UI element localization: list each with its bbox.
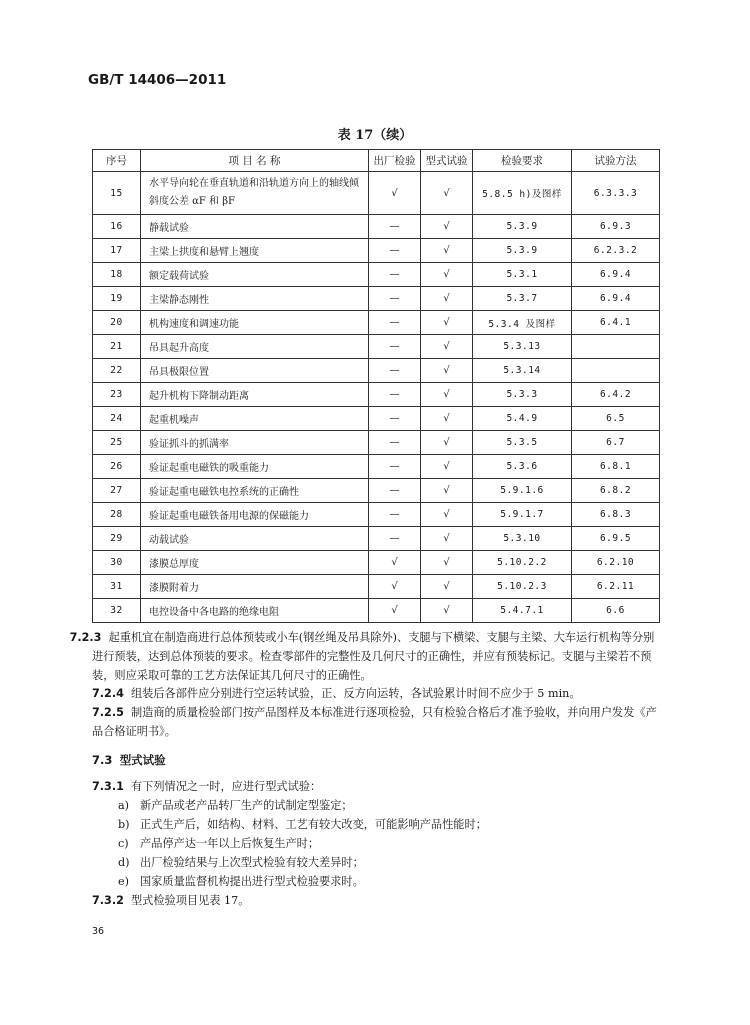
cell-type-test: √ <box>421 503 473 527</box>
cell-no: 16 <box>93 215 141 239</box>
cell-item-name: 起重机噪声 <box>141 407 369 431</box>
list-item: d) 出厂检验结果与上次型式检验有较大差异时； <box>118 856 364 869</box>
cell-type-test: √ <box>421 335 473 359</box>
clause-7-3-1 <box>92 777 662 910</box>
cell-requirement: 5.3.13 <box>473 335 572 359</box>
table-row <box>93 263 660 287</box>
col-header-factory-inspection: 出厂检验 <box>369 150 421 172</box>
cell-type-test: √ <box>421 551 473 575</box>
clause-number: 7.3.1 <box>92 780 124 793</box>
cell-test-method: 6.4.1 <box>572 311 660 335</box>
cell-requirement: 5.3.14 <box>473 359 572 383</box>
cell-requirement: 5.3.1 <box>473 263 572 287</box>
cell-no: 23 <box>93 383 141 407</box>
list-item: a) 新产品或老产品转厂生产的试制定型鉴定； <box>118 799 353 812</box>
col-header-test-method: 试验方法 <box>572 150 660 172</box>
cell-test-method: 6.7 <box>572 431 660 455</box>
cell-no: 24 <box>93 407 141 431</box>
table-row <box>93 479 660 503</box>
cell-factory-inspection: √ <box>369 575 421 599</box>
cell-no: 20 <box>93 311 141 335</box>
cell-test-method: 6.8.3 <box>572 503 660 527</box>
cell-no: 17 <box>93 239 141 263</box>
clause-7-2-5 <box>92 703 662 741</box>
cell-no: 29 <box>93 527 141 551</box>
cell-requirement: 5.9.1.6 <box>473 479 572 503</box>
page-number: 36 <box>92 926 105 937</box>
cell-requirement: 5.4.9 <box>473 407 572 431</box>
cell-item-name: 额定载荷试验 <box>141 263 369 287</box>
table-row <box>93 599 660 623</box>
cell-no: 15 <box>93 172 141 215</box>
cell-requirement: 5.9.1.7 <box>473 503 572 527</box>
cell-type-test: √ <box>421 215 473 239</box>
cell-test-method: 6.5 <box>572 407 660 431</box>
cell-item-name: 动载试验 <box>141 527 369 551</box>
section-heading-7-3 <box>92 752 166 768</box>
cell-item-name: 电控设备中各电路的绝缘电阻 <box>141 599 369 623</box>
cell-type-test: √ <box>421 383 473 407</box>
cell-type-test: √ <box>421 359 473 383</box>
cell-factory-inspection: — <box>369 311 421 335</box>
cell-factory-inspection: — <box>369 527 421 551</box>
cell-test-method <box>572 335 660 359</box>
cell-factory-inspection: — <box>369 479 421 503</box>
cell-test-method: 6.4.2 <box>572 383 660 407</box>
table-row <box>93 172 660 215</box>
list-item: c) 产品停产达一年以上后恢复生产时； <box>118 837 320 850</box>
cell-no: 26 <box>93 455 141 479</box>
cell-test-method: 6.9.5 <box>572 527 660 551</box>
table-row <box>93 287 660 311</box>
cell-item-name: 机构速度和调速功能 <box>141 311 369 335</box>
cell-type-test: √ <box>421 575 473 599</box>
table-row <box>93 575 660 599</box>
cell-type-test: √ <box>421 172 473 215</box>
cell-item-name: 验证起重电磁铁电控系统的正确性 <box>141 479 369 503</box>
clause-text: 有下列情况之一时，应进行型式试验： <box>130 780 322 793</box>
standard-number: GB/T 14406—2011 <box>88 72 227 88</box>
clause-text: 型式检验项目见表 17。 <box>130 894 250 907</box>
cell-no: 22 <box>93 359 141 383</box>
cell-item-name: 验证起重电磁铁的吸重能力 <box>141 455 369 479</box>
table-row <box>93 359 660 383</box>
list-item: b) 正式生产后，如结构、材料、工艺有较大改变，可能影响产品性能时； <box>118 818 487 831</box>
cell-test-method: 6.3.3.3 <box>572 172 660 215</box>
cell-type-test: √ <box>421 599 473 623</box>
cell-type-test: √ <box>421 311 473 335</box>
cell-item-name: 验证起重电磁铁备用电源的保磁能力 <box>141 503 369 527</box>
cell-factory-inspection: √ <box>369 551 421 575</box>
cell-requirement: 5.3.3 <box>473 383 572 407</box>
cell-type-test: √ <box>421 479 473 503</box>
cell-no: 27 <box>93 479 141 503</box>
cell-test-method: 6.2.10 <box>572 551 660 575</box>
cell-factory-inspection: — <box>369 287 421 311</box>
cell-type-test: √ <box>421 527 473 551</box>
cell-no: 32 <box>93 599 141 623</box>
cell-type-test: √ <box>421 455 473 479</box>
table-header-row <box>93 150 660 172</box>
cell-factory-inspection: — <box>369 239 421 263</box>
col-header-no: 序号 <box>93 150 141 172</box>
cell-item-name: 吊具极限位置 <box>141 359 369 383</box>
list-item: e) 国家质量监督机构提出进行型式检验要求时。 <box>118 875 364 888</box>
cell-factory-inspection: — <box>369 503 421 527</box>
table-row <box>93 527 660 551</box>
cell-requirement: 5.3.6 <box>473 455 572 479</box>
cell-test-method: 6.2.11 <box>572 575 660 599</box>
clause-text: 起重机宜在制造商进行总体预装或小车(钢丝绳及吊具除外)、支腿与下横梁、支腿与主梁、大车运行机构等分别进行预装，达到总体预装的要求。检查零部件的完整性及几何尺寸的正确性，并应有预装标记。支腿与主梁若不预装，则应采取可靠的工艺方法保证其几何尺寸的正确性。 <box>92 631 655 682</box>
table-row <box>93 215 660 239</box>
cell-test-method: 6.9.4 <box>572 287 660 311</box>
cell-test-method: 6.6 <box>572 599 660 623</box>
cell-factory-inspection: — <box>369 263 421 287</box>
cell-factory-inspection: — <box>369 359 421 383</box>
cell-type-test: √ <box>421 263 473 287</box>
table-row <box>93 551 660 575</box>
cell-requirement: 5.3.4 及图样 <box>473 311 572 335</box>
cell-requirement: 5.3.10 <box>473 527 572 551</box>
col-header-requirement: 检验要求 <box>473 150 572 172</box>
clause-7-2-4 <box>92 684 662 703</box>
table-row <box>93 239 660 263</box>
col-header-item-name: 项 目 名 称 <box>141 150 369 172</box>
cell-requirement: 5.3.7 <box>473 287 572 311</box>
clause-number: 7.3.2 <box>92 894 124 907</box>
cell-item-name: 主梁上拱度和悬臂上翘度 <box>141 239 369 263</box>
cell-requirement: 5.3.9 <box>473 239 572 263</box>
cell-requirement: 5.10.2.2 <box>473 551 572 575</box>
table-row <box>93 431 660 455</box>
cell-test-method: 6.9.3 <box>572 215 660 239</box>
cell-no: 28 <box>93 503 141 527</box>
clause-7-2-3 <box>69 628 662 685</box>
cell-requirement: 5.4.7.1 <box>473 599 572 623</box>
cell-test-method <box>572 359 660 383</box>
cell-item-name: 起升机构下降制动距离 <box>141 383 369 407</box>
cell-no: 31 <box>93 575 141 599</box>
table-row <box>93 503 660 527</box>
cell-item-name: 静载试验 <box>141 215 369 239</box>
table-row <box>93 383 660 407</box>
clause-text: 制造商的质量检验部门按产品图样及本标准进行逐项检验，只有检验合格后才准予验收，并向用户发发《产品合格证明书》。 <box>92 706 657 738</box>
cell-type-test: √ <box>421 239 473 263</box>
col-header-type-test: 型式试验 <box>421 150 473 172</box>
cell-item-name: 吊具起升高度 <box>141 335 369 359</box>
cell-factory-inspection: √ <box>369 599 421 623</box>
cell-item-name: 验证抓斗的抓满率 <box>141 431 369 455</box>
cell-factory-inspection: — <box>369 335 421 359</box>
cell-no: 18 <box>93 263 141 287</box>
cell-requirement: 5.3.5 <box>473 431 572 455</box>
cell-test-method: 6.2.3.2 <box>572 239 660 263</box>
clause-number: 7.2.3 <box>69 631 102 644</box>
cell-item-name: 主梁静态刚性 <box>141 287 369 311</box>
cell-item-name: 水平导向轮在垂直轨道和沿轨道方向上的轴线倾斜度公差 αF 和 βF <box>141 172 369 215</box>
cell-factory-inspection: √ <box>369 172 421 215</box>
cell-requirement: 5.8.5 h)及图样 <box>473 172 572 215</box>
cell-no: 19 <box>93 287 141 311</box>
cell-factory-inspection: — <box>369 383 421 407</box>
cell-no: 25 <box>93 431 141 455</box>
cell-item-name: 漆膜总厚度 <box>141 551 369 575</box>
table-body <box>93 172 660 623</box>
clause-number: 7.2.4 <box>92 687 124 700</box>
inspection-items-table <box>92 149 660 623</box>
cell-factory-inspection: — <box>369 407 421 431</box>
cell-test-method: 6.9.4 <box>572 263 660 287</box>
table-caption: 表 17（续） <box>337 128 413 143</box>
cell-factory-inspection: — <box>369 431 421 455</box>
cell-requirement: 5.3.9 <box>473 215 572 239</box>
cell-requirement: 5.10.2.3 <box>473 575 572 599</box>
cell-no: 21 <box>93 335 141 359</box>
table-row <box>93 311 660 335</box>
cell-type-test: √ <box>421 431 473 455</box>
section-title: 型式试验 <box>119 753 166 767</box>
section-number: 7.3 <box>92 753 113 767</box>
cell-item-name: 漆膜附着力 <box>141 575 369 599</box>
cell-factory-inspection: — <box>369 215 421 239</box>
cell-factory-inspection: — <box>369 455 421 479</box>
table-row <box>93 455 660 479</box>
cell-type-test: √ <box>421 287 473 311</box>
cell-test-method: 6.8.2 <box>572 479 660 503</box>
cell-test-method: 6.8.1 <box>572 455 660 479</box>
clause-number: 7.2.5 <box>92 706 124 719</box>
cell-no: 30 <box>93 551 141 575</box>
cell-type-test: √ <box>421 407 473 431</box>
table-row <box>93 407 660 431</box>
clause-text: 组装后各部件应分别进行空运转试验，正、反方向运转，各试验累计时间不应少于 5 min。 <box>130 687 581 700</box>
table-row <box>93 335 660 359</box>
